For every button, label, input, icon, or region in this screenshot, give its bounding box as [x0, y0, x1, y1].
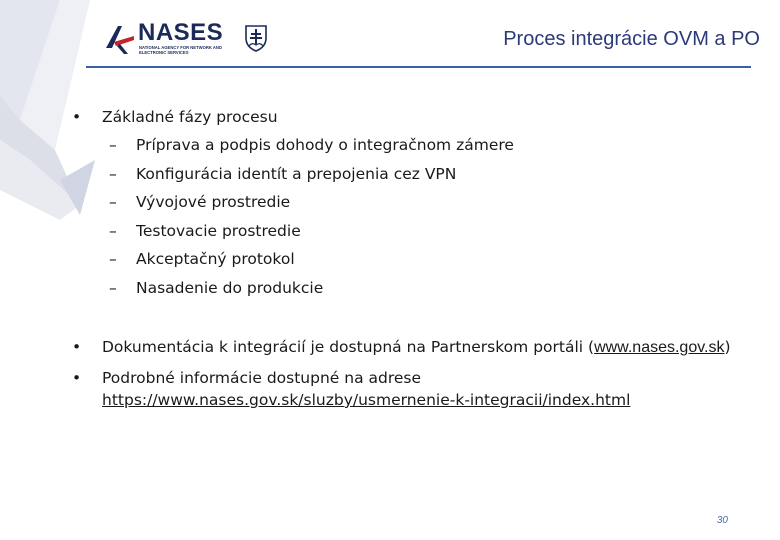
dash-icon: –	[109, 250, 117, 268]
bullet-icon: •	[72, 338, 82, 356]
dash-icon: –	[109, 193, 117, 211]
page-number: 30	[716, 515, 728, 526]
logo-wordmark: NASES	[138, 19, 224, 46]
dash-icon: –	[109, 136, 117, 154]
sub-item: – Príprava a podpis dohody o integračnom zámere	[72, 131, 762, 160]
slide-content	[72, 103, 762, 419]
sub-item: – Akceptačný protokol	[72, 245, 762, 274]
partner-portal-link[interactable]: www.nases.gov.sk	[594, 339, 725, 356]
nases-logo-mark-icon	[104, 22, 136, 56]
bullet-documentation	[72, 336, 762, 359]
sub-item: – Nasadenie do produkcie	[72, 274, 762, 303]
bullet-label: Základné fázy procesu	[102, 108, 278, 126]
bullet-icon: •	[72, 108, 82, 126]
sub-item: – Vývojové prostredie	[72, 188, 762, 217]
logo-tagline: NATIONAL AGENCY FOR NETWORK AND ELECTRONIC SERVICES	[139, 45, 222, 55]
bullet-main-phases	[72, 103, 762, 131]
dash-icon: –	[109, 278, 117, 297]
slide-title: Proces integrácie OVM a PO	[503, 28, 760, 50]
nases-logo	[104, 18, 274, 58]
integration-guide-link[interactable]: https://www.nases.gov.sk/sluzby/usmernenie-k-integracii/index.html	[102, 391, 631, 409]
sub-item: – Testovacie prostredie	[72, 217, 762, 246]
dash-icon: –	[109, 221, 117, 240]
documentation-text-end: )	[724, 338, 731, 356]
details-text: Podrobné informácie dostupné na adrese	[102, 369, 422, 387]
bullet-details	[72, 367, 762, 411]
slovak-coat-of-arms-icon	[244, 24, 268, 52]
bullet-icon: •	[72, 369, 82, 387]
dash-icon: –	[109, 164, 117, 183]
header-divider	[86, 66, 751, 68]
documentation-text: Dokumentácia k integrácií je dostupná na Partnerskom portáli (	[102, 338, 595, 356]
sub-item: – Konfigurácia identít a prepojenia cez VPN	[72, 160, 762, 189]
